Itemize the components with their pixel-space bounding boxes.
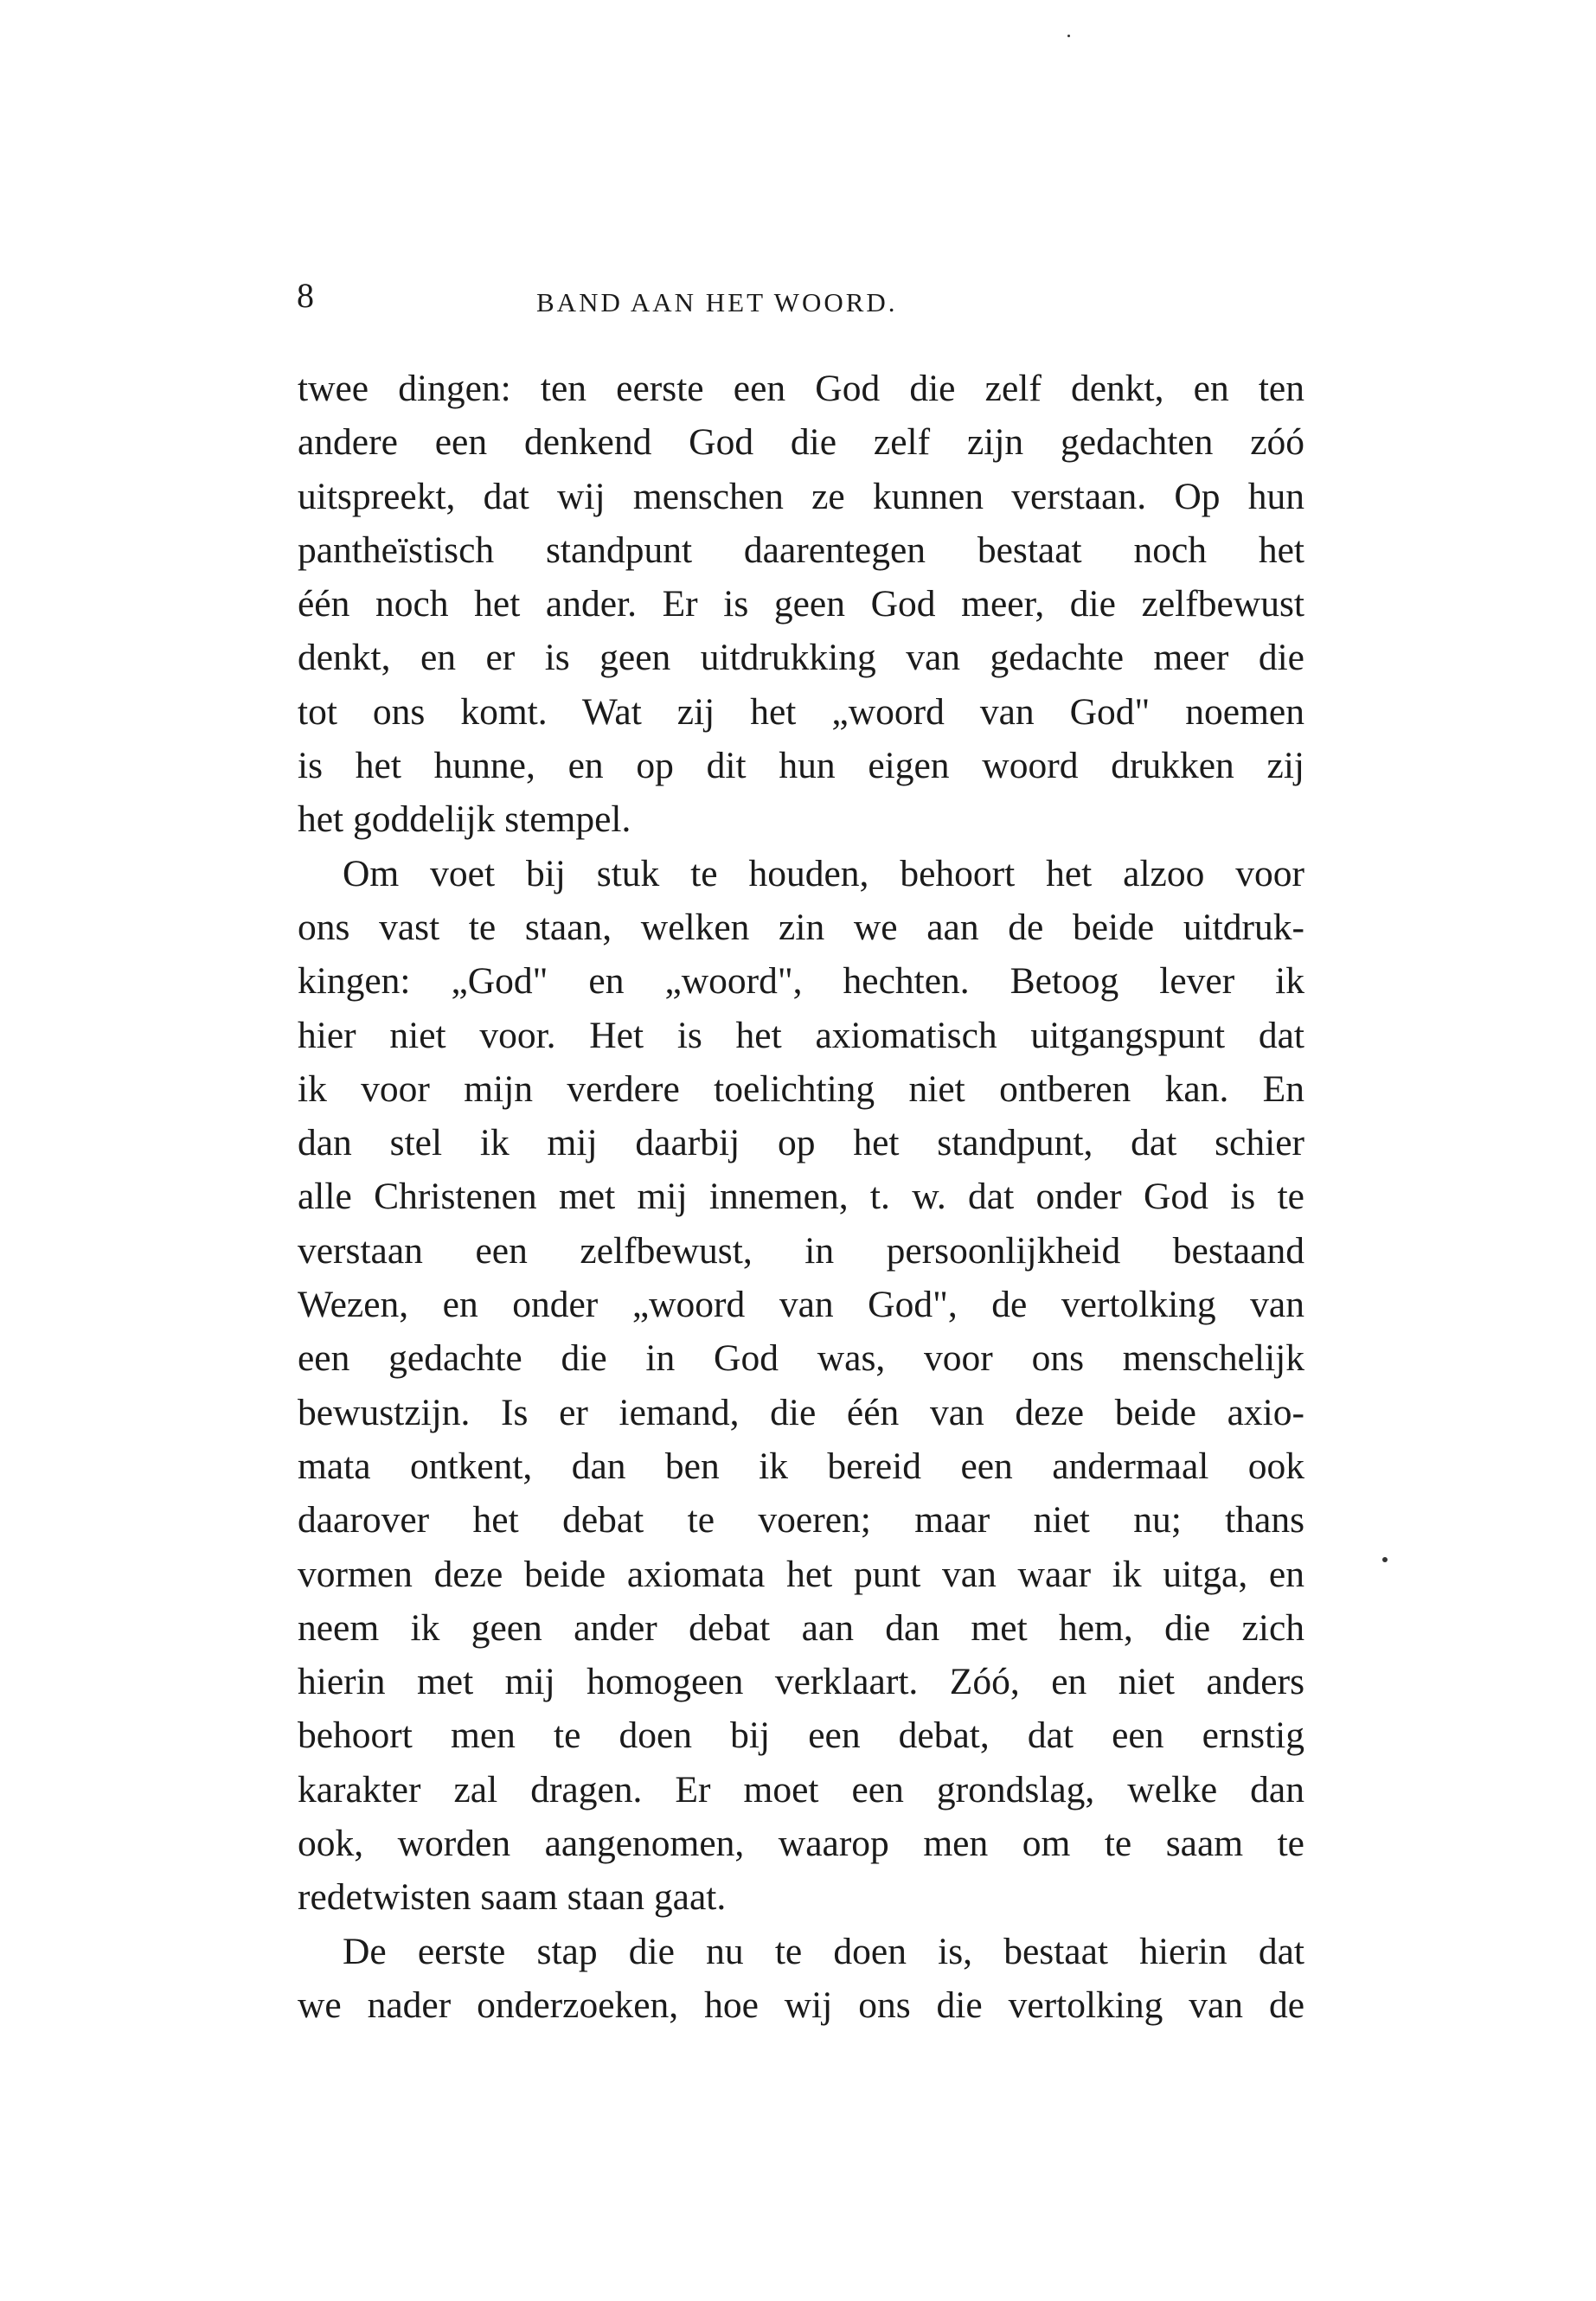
text-line: andere een denkend God die zelf zijn gedachten zóó bbox=[298, 421, 1304, 464]
text-line: mata ontkent, dan ben ik bereid een andermaal ook bbox=[298, 1445, 1304, 1487]
text-line: verstaan een zelfbewust, in persoonlijkheid bestaand bbox=[298, 1229, 1304, 1272]
text-line: ook, worden aangenomen, waarop men om te saam te bbox=[298, 1823, 1304, 1865]
text-line: uitspreekt, dat wij menschen ze kunnen verstaan. Op hun bbox=[298, 475, 1304, 517]
page-number: 8 bbox=[297, 276, 314, 315]
print-speck bbox=[1067, 35, 1070, 37]
text-line: tot ons komt. Wat zij het „woord van God" noemen bbox=[298, 690, 1304, 733]
text-line: vormen deze beide axiomata het punt van waar ik uitga, en bbox=[298, 1553, 1304, 1595]
text-line: daarover het debat te voeren; maar niet nu; thans bbox=[298, 1499, 1304, 1541]
text-line: dan stel ik mij daarbij op het standpunt, dat schier bbox=[298, 1122, 1304, 1164]
text-line: alle Christenen met mij innemen, t. w. dat onder God is te bbox=[298, 1176, 1304, 1218]
text-line: een gedachte die in God was, voor ons menschelijk bbox=[298, 1337, 1304, 1380]
text-line: is het hunne, en op dit hun eigen woord drukken zij bbox=[298, 745, 1304, 787]
text-line: ons vast te staan, welken zin we aan de beide uitdruk- bbox=[298, 906, 1304, 948]
text-line: redetwisten saam staan gaat. bbox=[298, 1876, 727, 1919]
text-line: neem ik geen ander debat aan dan met hem, die zich bbox=[298, 1606, 1304, 1649]
text-line: we nader onderzoeken, hoe wij ons die vertolking van de bbox=[298, 1984, 1304, 2026]
text-line: het goddelijk stempel. bbox=[298, 798, 631, 841]
text-line: hierin met mij homogeen verklaart. Zóó, en niet anders bbox=[298, 1661, 1304, 1703]
text-line: behoort men te doen bij een debat, dat een ernstig bbox=[298, 1715, 1304, 1757]
text-line: twee dingen: ten eerste een God die zelf denkt, en ten bbox=[298, 368, 1304, 409]
print-speck bbox=[1382, 1557, 1388, 1562]
text-line: één noch het ander. Er is geen God meer, die zelfbewust bbox=[298, 583, 1304, 625]
text-line: Om voet bij stuk te houden, behoort het alzoo voor bbox=[343, 852, 1304, 894]
text-line: karakter zal dragen. Er moet een grondslag, welke dan bbox=[298, 1768, 1304, 1811]
text-line: pantheïstisch standpunt daarentegen bestaat noch het bbox=[298, 529, 1304, 571]
text-line: ik voor mijn verdere toelichting niet ontberen kan. En bbox=[298, 1067, 1304, 1110]
text-line: denkt, en er is geen uitdrukking van gedachte meer die bbox=[298, 637, 1304, 679]
running-head: BAND AAN HET WOORD. bbox=[536, 287, 898, 317]
text-line: hier niet voor. Het is het axiomatisch uitgangspunt dat bbox=[298, 1014, 1304, 1056]
text-line: bewustzijn. Is er iemand, die één van deze beide axio- bbox=[298, 1391, 1304, 1433]
body-text bbox=[298, 362, 1304, 2032]
text-line: kingen: „God" en „woord", hechten. Betoog lever ik bbox=[298, 960, 1304, 1003]
text-line: De eerste stap die nu te doen is, bestaat hierin dat bbox=[343, 1930, 1304, 1972]
text-line: Wezen, en onder „woord van God", de vertolking van bbox=[298, 1284, 1304, 1326]
